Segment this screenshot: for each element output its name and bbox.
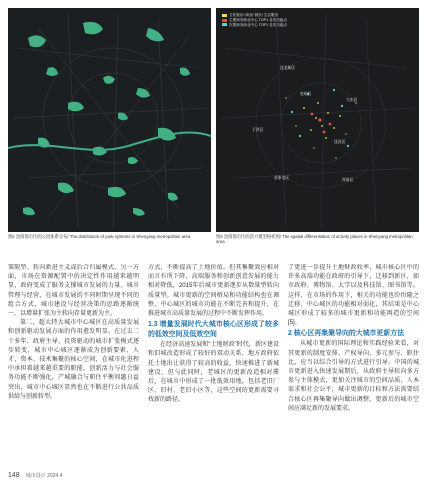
district-label: 于洪区 [252, 128, 264, 132]
paragraph: 方式，不断提高了土地价值。但其集聚效应相对而言有所下降，高端服务和创新创意发展的能力相对降低，2015年后城市更新逐步从数量型转向质量型。城市更新的空间格局和功能结构也在调整，中心城区的城市功能在不断完善和提升，在推进城市高质量发展的过程中不断发挥作用。 [148, 265, 279, 318]
legend-item [222, 23, 287, 28]
paragraph: 从城市更新的国际理论和实践经验来看，对其更新的制度安排、产权导向、多元参与、职住比，应当以综合引导的方式进行引导。中国的城市更新进入快速发展期后，从政府主导转向多方参与主体模式，更加关注城市的空间品质、人本需求和社会公平，城市更新的目标和方法需要结合核心区再集聚导向做出调整，更新后的城市空间应满足新的发展要求。 [288, 341, 419, 412]
map-legend [222, 13, 287, 27]
district-label: 沈河区 [334, 140, 346, 144]
paragraph: 了更进一步提升土地财政收率，城市核心区中的许多高端功能在政府的引导下，迁移到新区，如市政府、博物馆、大学以及科技馆、图书馆等。这样，在市场的作用下，相关的功能也纷纷随之迁移，中心城区的功能相对弱化，其结果是中心城区形成了较多的城市更新和功能再造的空间[5]。 [288, 265, 419, 327]
figure-row [8, 8, 419, 262]
district-label: 苏家屯区 [274, 176, 290, 180]
activity-places-map [216, 8, 419, 232]
district-label: 皇姑区 [300, 92, 312, 96]
article-body [8, 264, 419, 462]
district-label: 沈北新区 [280, 66, 296, 70]
park-map-graphic [8, 8, 211, 232]
district-label: 浑南区 [342, 178, 354, 182]
figure-2-caption: 图2 沈阳都市区的公园体系分布/ The distribution of park systems in Shenyang metropolitan area [8, 234, 191, 239]
park-system-map [8, 8, 211, 232]
paragraph: 策限型。转向新进主义或后合归属模式，另一方面，市场在资源配置中的决定性作用越来越明显，政府变成了服务支撑城市发展的力量。城市管理与经营，在城市发展的不同时期呈现不同的组合方式，城市建设与经营决策的思路逐渐统一，以增量扩张为主转向存量更新为主。 [8, 265, 139, 318]
legend-swatch [222, 14, 227, 17]
column-2 [148, 264, 279, 462]
page-number: 148 [8, 471, 20, 479]
column-1 [8, 264, 139, 462]
figure-3 [216, 8, 419, 245]
section-heading: 2 核心区再集聚导向的大城市更新方法 [288, 330, 404, 338]
legend-label: 次要商务商业中心 TOP1 各类功能点 [229, 22, 288, 27]
figure-2 [8, 8, 211, 239]
section-heading: 1.3 增量发展时代大城市核心区形成了较多的低效空间及低效空间 [148, 321, 279, 339]
activity-map-graphic [216, 8, 419, 232]
paragraph: 在经济高速发展和“土地财政”时代，新区建设和旧城改造形成了较好的双动关系，地方政府依托土地出让获得了较高的收益，快速推进了新城建设，但与此同时，老城区的更新改造相对滞后，在城市中形成了一批低效用地，包括老旧厂区、旧村、老旧小区等，这些空间的更新需要寻找新的路径。 [148, 342, 279, 404]
paragraph: 第二，超大特大城市中心城区在高质量发展和创新驱动发展方面的作用愈发明显。在过去二十多年，政府主导、投资驱动的城市扩张模式逐步转变，城市中心城区逐渐成为创新要素、人才、资本、技术集聚的核心空间，在城市化进程中承担着越来越重要的职能，创新活力与社会服务功能不断强化，产城融合与职住平衡问题日益突出，城市中心城区显然也在不断进行公共品质供给与创新转型。 [8, 320, 139, 400]
legend-label: 主要商务商业中心 TOP1 各类功能点 [229, 17, 288, 22]
legend-swatch [222, 19, 227, 22]
column-3 [288, 264, 419, 462]
legend-label: 文化娱乐/ 商业/ 餐饮/ 生活服务 [229, 13, 279, 17]
figure-3-caption: 图3 沈阳都市区的活力模型格析图/ The spatial differentiation of activity places in Shenyang metropolitan area [216, 234, 413, 245]
district-label: 大东区 [346, 98, 358, 102]
legend-swatch [222, 23, 227, 26]
page-footer [8, 470, 419, 480]
journal-name: 城市设计 2024.4 [25, 472, 63, 479]
